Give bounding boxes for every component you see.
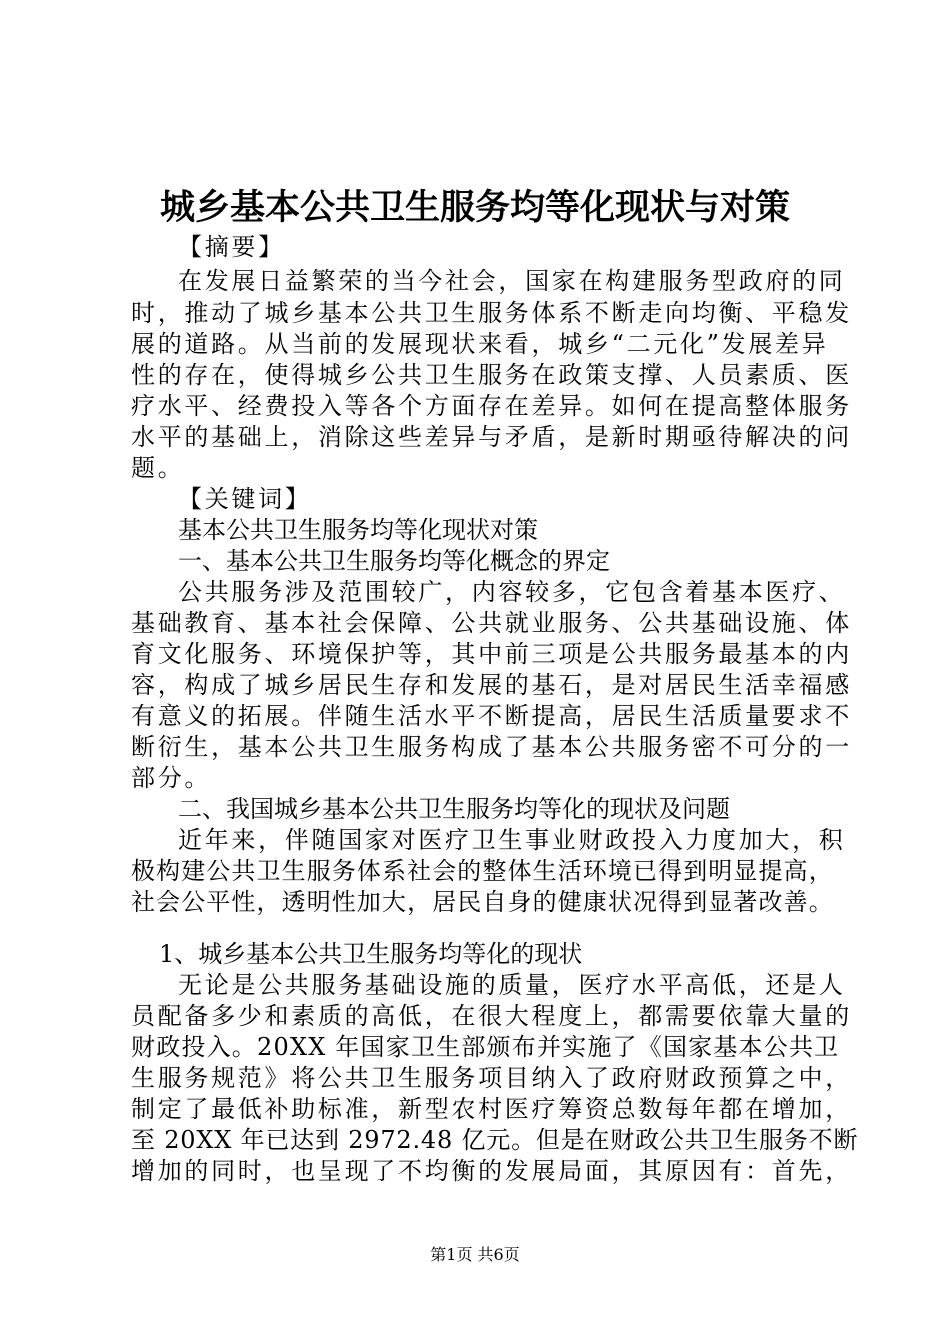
document-title: 城乡基本公共卫生服务均等化现状与对策 [159,188,790,228]
abstract-line: 在发展日益繁荣的当今社会，国家在构建服务型政府的同 [178,267,846,295]
keywords-heading: 【关键词】 [178,485,312,513]
section1-line: 有意义的拓展。伴随生活水平不断提高，居民生活质量要求不 [131,702,852,730]
sub1-line: 至 20XX 年已达到 2972.48 亿元。但是在财政公共卫生服务不断 [131,1126,859,1154]
sub1-line: 增加的同时，也呈现了不均衡的发展局面，其原因有：首先， [131,1157,852,1185]
section1-line: 育文化服务、环境保护等，其中前三项是公共服务最基本的内 [131,640,852,668]
abstract-line: 时，推动了城乡基本公共卫生服务体系不断走向均衡、平稳发 [131,299,852,327]
section2-heading: 二、我国城乡基本公共卫生服务均等化的现状及问题 [178,795,730,823]
sub1-line: 制定了最低补助标准，新型农村医疗筹资总数每年都在增加， [131,1095,852,1123]
sub1-line: 员配备多少和素质的高低，在很大程度上，都需要依靠大量的 [131,1002,852,1030]
sub1-line: 无论是公共服务基础设施的质量，医疗水平高低，还是人 [178,971,846,999]
sub1-line: 财政投入。20XX 年国家卫生部颁布并实施了《国家基本公共卫 [131,1033,840,1061]
abstract-line: 展的道路。从当前的发展现状来看，城乡“二元化”发展差异 [131,330,829,358]
keywords-text: 基本公共卫生服务均等化现状对策 [178,516,538,544]
abstract-line: 性的存在，使得城乡公共卫生服务在政策支撑、人员素质、医 [131,361,852,389]
section2-line: 极构建公共卫生服务体系社会的整体生活环境已得到明显提高， [131,857,834,885]
page-footer: 第1页 共6页 [430,1245,520,1264]
section1-line: 公共服务涉及范围较广，内容较多，它包含着基本医疗、 [178,578,846,606]
abstract-heading: 【摘要】 [178,233,285,261]
section1-line: 部分。 [131,764,212,792]
abstract-line: 疗水平、经费投入等各个方面存在差异。如何在提高整体服务 [131,392,852,420]
section2-line: 近年来，伴随国家对医疗卫生事业财政投入力度加大，积 [178,826,846,854]
section1-line: 断衍生，基本公共卫生服务构成了基本公共服务密不可分的一 [131,733,852,761]
sub1-heading: 1、城乡基本公共卫生服务均等化的现状 [159,940,583,968]
section1-heading: 一、基本公共卫生服务均等化概念的界定 [178,547,610,575]
section1-line: 基础教育、基本社会保障、公共就业服务、公共基础设施、体 [131,609,852,637]
abstract-line: 题。 [131,454,185,482]
section2-line: 社会公平性，透明性加大，居民自身的健康状况得到显著改善。 [131,888,834,916]
sub1-line: 生服务规范》将公共卫生服务项目纳入了政府财政预算之中， [131,1064,852,1092]
abstract-line: 水平的基础上，消除这些差异与矛盾，是新时期亟待解决的问 [131,423,852,451]
section1-line: 容，构成了城乡居民生存和发展的基石，是对居民生活幸福感 [131,671,852,699]
